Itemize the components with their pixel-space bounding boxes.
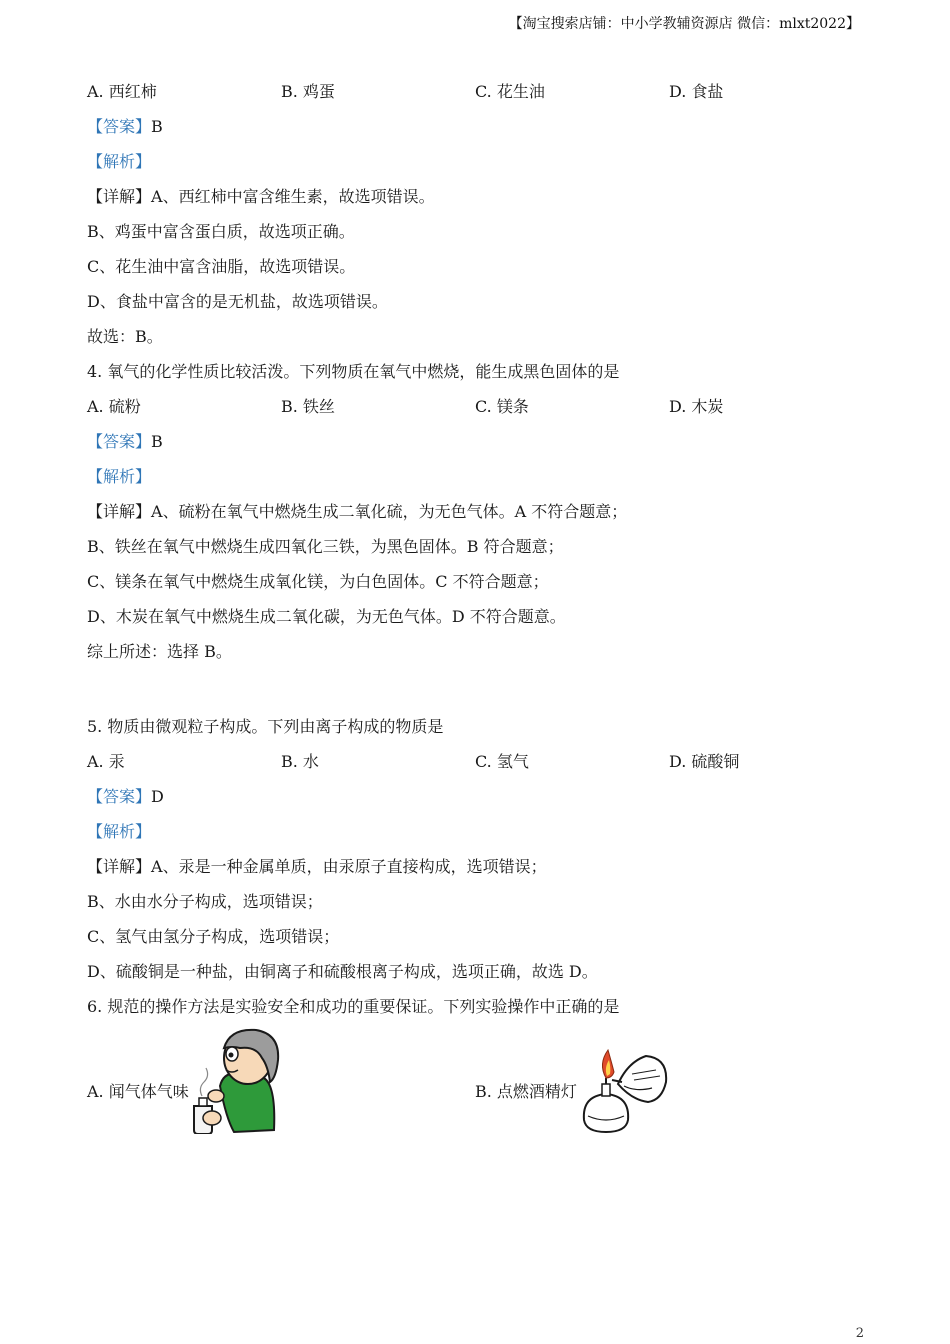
q5-detail-line-1 (87, 857, 547, 877)
q3-detail-line-3: C、花生油中富含油脂，故选项错误。 (87, 257, 356, 276)
answer-tag: 【答案】 (87, 432, 152, 451)
alcohol-lamp-figure (576, 1048, 672, 1134)
q3-options (87, 82, 867, 104)
q4-options (87, 397, 867, 419)
q5-options (87, 752, 867, 774)
q4-detail-line-4: D、木炭在氧气中燃烧生成二氧化碳，为无色气体。D 不符合题意。 (87, 607, 566, 626)
q4-option-c: C. 镁条 (475, 397, 529, 416)
q3-option-b: B. 鸡蛋 (281, 82, 335, 101)
q6-option-b: B. 点燃酒精灯 (475, 1082, 577, 1101)
detail-text: A、汞是一种金属单质，由汞原子直接构成，选项错误； (151, 857, 547, 876)
q3-option-a: A. 西红柿 (87, 82, 157, 101)
q5-stem: 5. 物质由微观粒子构成。下列由离子构成的物质是 (87, 717, 444, 736)
answer-tag: 【答案】 (87, 787, 152, 806)
q3-conclusion: 故选：B。 (87, 327, 163, 346)
detail-tag: 【详解】 (87, 502, 152, 521)
q3-detail-line-4: D、食盐中富含的是无机盐，故选项错误。 (87, 292, 388, 311)
q3-analysis-tag (87, 152, 151, 172)
smelling-gas-figure (190, 1026, 286, 1134)
q5-answer (87, 787, 164, 807)
q5-analysis-tag (87, 822, 151, 842)
answer-value: B (151, 432, 163, 451)
page-number: 2 (855, 1326, 864, 1341)
q5-option-b: B. 水 (281, 752, 319, 771)
q3-option-c: C. 花生油 (475, 82, 545, 101)
q6-option-a: A. 闻气体气味 (87, 1082, 189, 1101)
q3-detail-line-1 (87, 187, 435, 207)
q4-stem: 4. 氧气的化学性质比较活泼。下列物质在氧气中燃烧，能生成黑色固体的是 (87, 362, 620, 381)
q5-option-a: A. 汞 (87, 752, 125, 771)
q3-detail-line-2: B、鸡蛋中富含蛋白质，故选项正确。 (87, 222, 355, 241)
detail-tag: 【详解】 (87, 857, 152, 876)
detail-text: A、硫粉在氧气中燃烧生成二氧化硫，为无色气体。A 不符合题意； (151, 502, 628, 521)
q5-option-d: D. 硫酸铜 (669, 752, 740, 771)
q5-detail-line-2: B、水由水分子构成，选项错误； (87, 892, 323, 911)
q4-option-d: D. 木炭 (669, 397, 724, 416)
q5-detail-line-4: D、硫酸铜是一种盐，由铜离子和硫酸根离子构成，选项正确，故选 D。 (87, 962, 598, 981)
q4-analysis-tag (87, 467, 151, 487)
q5-detail-line-3: C、氢气由氢分子构成，选项错误； (87, 927, 340, 946)
q4-detail-line-1 (87, 502, 627, 522)
q4-detail-line-3: C、镁条在氧气中燃烧生成氧化镁，为白色固体。C 不符合题意； (87, 572, 549, 591)
q4-conclusion: 综上所述：选择 B。 (87, 642, 232, 661)
analysis-tag: 【解析】 (87, 467, 152, 486)
analysis-tag: 【解析】 (87, 152, 152, 171)
analysis-tag: 【解析】 (87, 822, 152, 841)
answer-value: D (151, 787, 164, 806)
page-header: 【淘宝搜索店铺：中小学教辅资源店 微信：mlxt2022】 (508, 16, 860, 32)
q4-detail-line-2: B、铁丝在氧气中燃烧生成四氧化三铁，为黑色固体。B 符合题意； (87, 537, 564, 556)
detail-text: A、西红柿中富含维生素，故选项错误。 (151, 187, 435, 206)
q6-stem: 6. 规范的操作方法是实验安全和成功的重要保证。下列实验操作中正确的是 (87, 997, 620, 1016)
detail-tag: 【详解】 (87, 187, 152, 206)
q3-option-d: D. 食盐 (669, 82, 724, 101)
q3-answer (87, 117, 163, 137)
answer-tag: 【答案】 (87, 117, 152, 136)
q4-option-b: B. 铁丝 (281, 397, 335, 416)
q4-answer (87, 432, 163, 452)
q4-option-a: A. 硫粉 (87, 397, 141, 416)
answer-value: B (151, 117, 163, 136)
q5-option-c: C. 氢气 (475, 752, 529, 771)
